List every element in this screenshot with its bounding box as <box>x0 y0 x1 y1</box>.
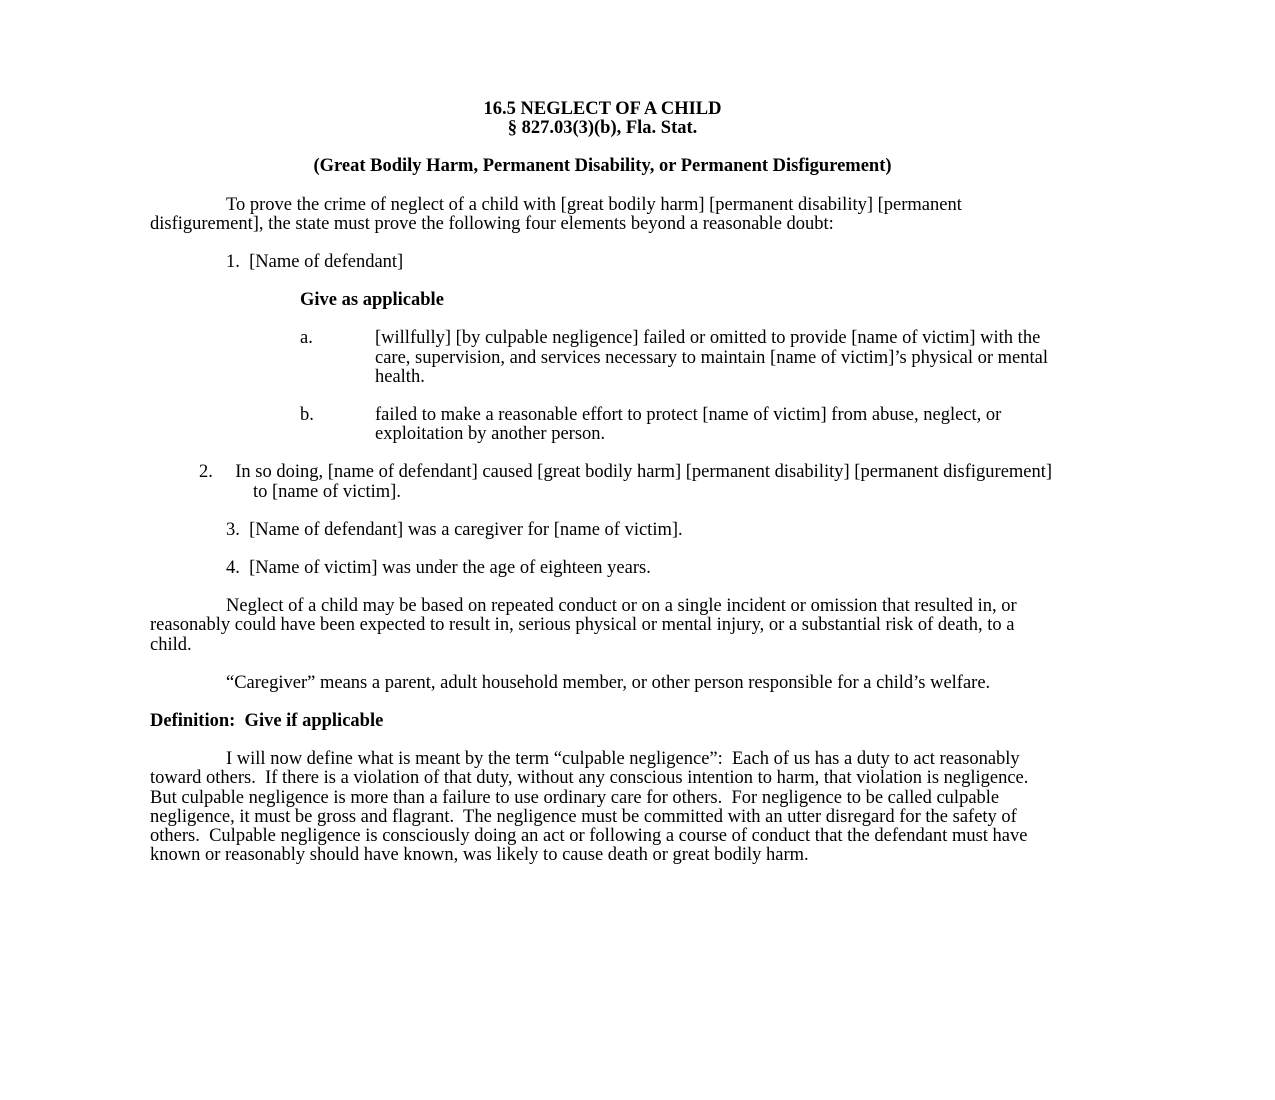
element-text: [Name of victim] was under the age of eighteen years. <box>249 558 651 579</box>
intro-paragraph: To prove the crime of neglect of a child with [great bodily harm] [permanent disability] [permanent disfigurement], the state must prove the following four elements beyond a reasonable doubt: <box>150 194 962 234</box>
element-3 <box>226 521 1055 540</box>
sub-item-letter: a. <box>300 328 313 349</box>
document-page <box>150 100 1055 865</box>
document-title-line2: § 827.03(3)(b), Fla. Stat. <box>507 118 698 139</box>
definition-paragraph: I will now define what is meant by the term “culpable negligence”: Each of us has a duty to act reasonably toward others. If there is a violation of that duty, without any conscious intention to harm, that violation is negligence. But culpable negligence is more than a failure to use ordinary care for others. For negligence to be called culpable negligence, it must be gross and flagrant. The negligence must be committed with an utter disregard for the safety of others. Culpable negligence is consciously doing an act or following a course of conduct that the defendant must have known or reasonably should have known, was likely to cause death or great bodily harm. <box>150 749 1038 866</box>
element-text: [Name of defendant] <box>249 252 404 273</box>
document-subtitle: (Great Bodily Harm, Permanent Disability, or Permanent Disfigurement) <box>313 156 892 177</box>
sub-item-letter: b. <box>300 405 314 426</box>
document-title-line1: 16.5 NEGLECT OF A CHILD <box>483 99 722 119</box>
element-number: 1. <box>226 252 240 273</box>
sub-item-text: [willfully] [by culpable negligence] failed or omitted to provide [name of victim] with the care, supervision, and services necessary to maintain [name of victim]’s physical or mental health. <box>375 328 1048 387</box>
element-text: [Name of defendant] was a caregiver for [name of victim]. <box>249 519 683 540</box>
caregiver-paragraph: “Caregiver” means a parent, adult household member, or other person responsible for a child’s welfare. <box>226 672 991 693</box>
sub-item-a <box>300 328 1055 387</box>
sub-item-b <box>300 405 1055 445</box>
sub-item-text: failed to make a reasonable effort to protect [name of victim] from abuse, neglect, or exploitation by another person. <box>375 405 1002 445</box>
element-number: 3. <box>226 519 240 540</box>
element-2: 2. In so doing, [name of defendant] caused [great bodily harm] [permanent disability] [permanent disfigurement] to [name of victim]. <box>199 462 1053 502</box>
element-1 <box>226 253 1055 272</box>
element-number: 4. <box>226 558 240 579</box>
give-as-applicable-heading: Give as applicable <box>300 290 444 311</box>
element-text: In so doing, [name of defendant] caused [great bodily harm] [permanent disability] [permanent disfigurement] to [name of victim]. <box>235 462 1053 502</box>
element-4 <box>226 559 1055 578</box>
definition-heading: Definition: Give if applicable <box>150 711 384 732</box>
neglect-paragraph: Neglect of a child may be based on repeated conduct or on a single incident or omission that resulted in, or reasonably could have been expected to result in, serious physical or mental injury, or a substantial risk of death, to a child. <box>150 596 1017 655</box>
